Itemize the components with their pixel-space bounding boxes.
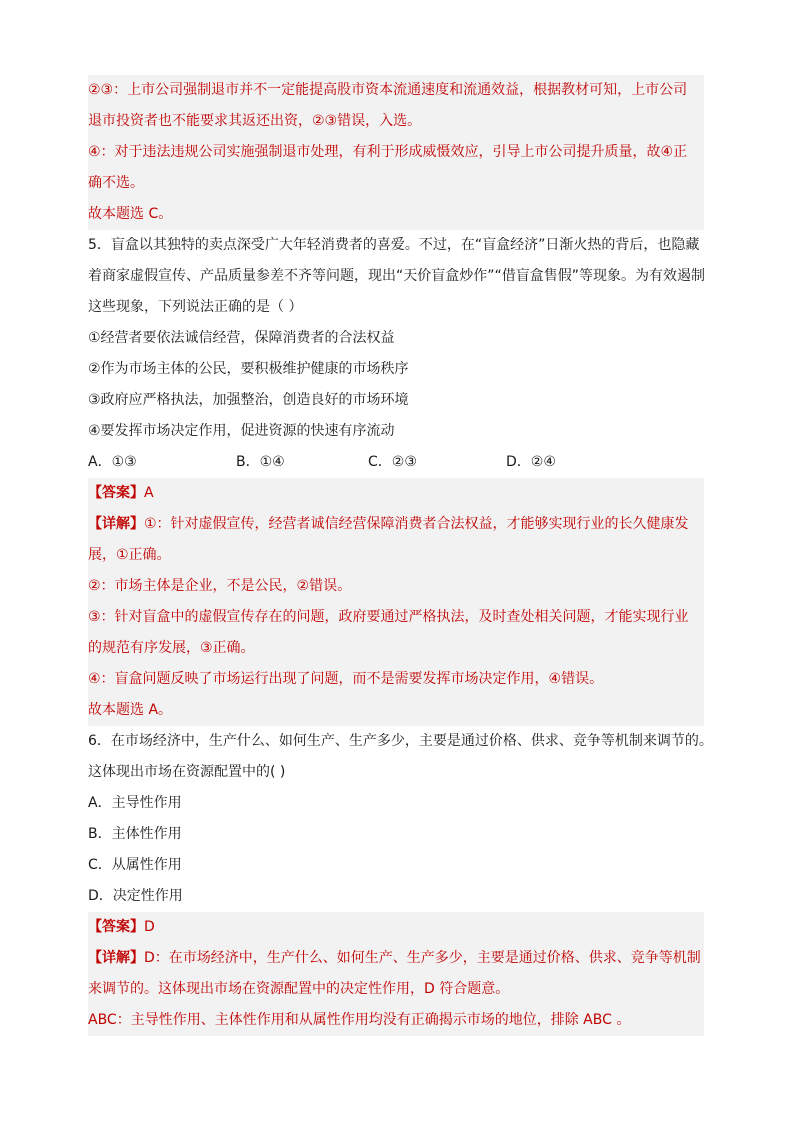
q6-option-c: C．从属性作用 xyxy=(88,857,182,873)
q4-conclusion: 故本题选 C。 xyxy=(88,199,704,230)
q4-detail-line: ④：对于违法违规公司实施强制退市处理，有利于形成威慑效应，引导上市公司提升质量，故④正 xyxy=(88,137,704,168)
q6-detail-line: 来调节的。这体现出市场在资源配置中的决定性作用，D 符合题意。 xyxy=(88,974,704,1005)
detail-label: 【详解】 xyxy=(88,950,144,966)
q5-stem-line: 着商家虚假宣传、产品质量参差不齐等问题，现出“天价盲盒炒作”“借盲盒售假”等现象。为有效遏制 xyxy=(88,268,706,284)
answer-label: 【答案】 xyxy=(88,485,144,501)
q6-answer xyxy=(88,912,704,943)
q5-conclusion: 故本题选 A。 xyxy=(88,695,704,726)
q6-option-d: D．决定性作用 xyxy=(88,888,183,904)
q4-detail-line: ②③：上市公司强制退市并不一定能提高股市资本流通速度和流通效益，根据教材可知，上市公司 xyxy=(88,75,704,106)
detail-text: D：在市场经济中，生产什么、如何生产、生产多少，主要是通过价格、供求、竞争等机制 xyxy=(144,950,701,966)
q5-option-d: D．②④ xyxy=(506,454,556,470)
q5-answer xyxy=(88,478,704,509)
q5-option-c: C．②③ xyxy=(368,454,417,470)
q6-stem-line: 这体现出市场在资源配置中的( ) xyxy=(88,764,286,780)
q5-detail-line: ②：市场主体是企业，不是公民，②错误。 xyxy=(88,571,704,602)
q6-option-a: A．主导性作用 xyxy=(88,795,182,811)
q5-statement: ③政府应严格执法，加强整治，创造良好的市场环境 xyxy=(88,392,409,408)
q5-statement: ②作为市场主体的公民，要积极维护健康的市场秩序 xyxy=(88,361,409,377)
q4-detail-line: 确不选。 xyxy=(88,168,704,199)
q5-statement: ①经营者要依法诚信经营，保障消费者的合法权益 xyxy=(88,330,395,346)
q5-detail-line xyxy=(88,509,704,540)
q6-detail-line: ABC：主导性作用、主体性作用和从属性作用均没有正确揭示市场的地位，排除 ABC 。 xyxy=(88,1005,704,1036)
q5-detail-line: 的规范有序发展，③正确。 xyxy=(88,633,704,664)
q5-option-a: A．①③ xyxy=(88,454,137,470)
answer-value: D xyxy=(144,919,155,935)
detail-label: 【详解】 xyxy=(88,516,144,532)
q6-stem-line: 6．在市场经济中，生产什么、如何生产、生产多少，主要是通过价格、供求、竞争等机制来调节的。 xyxy=(88,733,713,749)
q5-detail-line: 展，①正确。 xyxy=(88,540,704,571)
q4-detail-line: 退市投资者也不能要求其返还出资，②③错误，入选。 xyxy=(88,106,704,137)
q5-detail-line: ③：针对盲盒中的虚假宣传存在的问题，政府要通过严格执法，及时查处相关问题，才能实现行业 xyxy=(88,602,704,633)
q5-stem-line: 这些现象，下列说法正确的是（ ） xyxy=(88,299,303,315)
q6-detail-line xyxy=(88,943,704,974)
q5-statement: ④要发挥市场决定作用，促进资源的快速有序流动 xyxy=(88,423,395,439)
answer-label: 【答案】 xyxy=(88,919,144,935)
answer-value: A xyxy=(144,485,154,501)
q5-option-b: B．①④ xyxy=(236,454,285,470)
q6-option-b: B．主体性作用 xyxy=(88,826,182,842)
document-page xyxy=(88,75,713,1036)
q5-options xyxy=(88,447,704,478)
q5-detail-line: ④：盲盒问题反映了市场运行出现了问题，而不是需要发挥市场决定作用，④错误。 xyxy=(88,664,704,695)
detail-text: ①：针对虚假宣传，经营者诚信经营保障消费者合法权益，才能够实现行业的长久健康发 xyxy=(144,516,689,532)
q5-stem-line: 5．盲盒以其独特的卖点深受广大年轻消费者的喜爱。不过，在“盲盒经济”日渐火热的背后，也隐藏 xyxy=(88,237,700,253)
